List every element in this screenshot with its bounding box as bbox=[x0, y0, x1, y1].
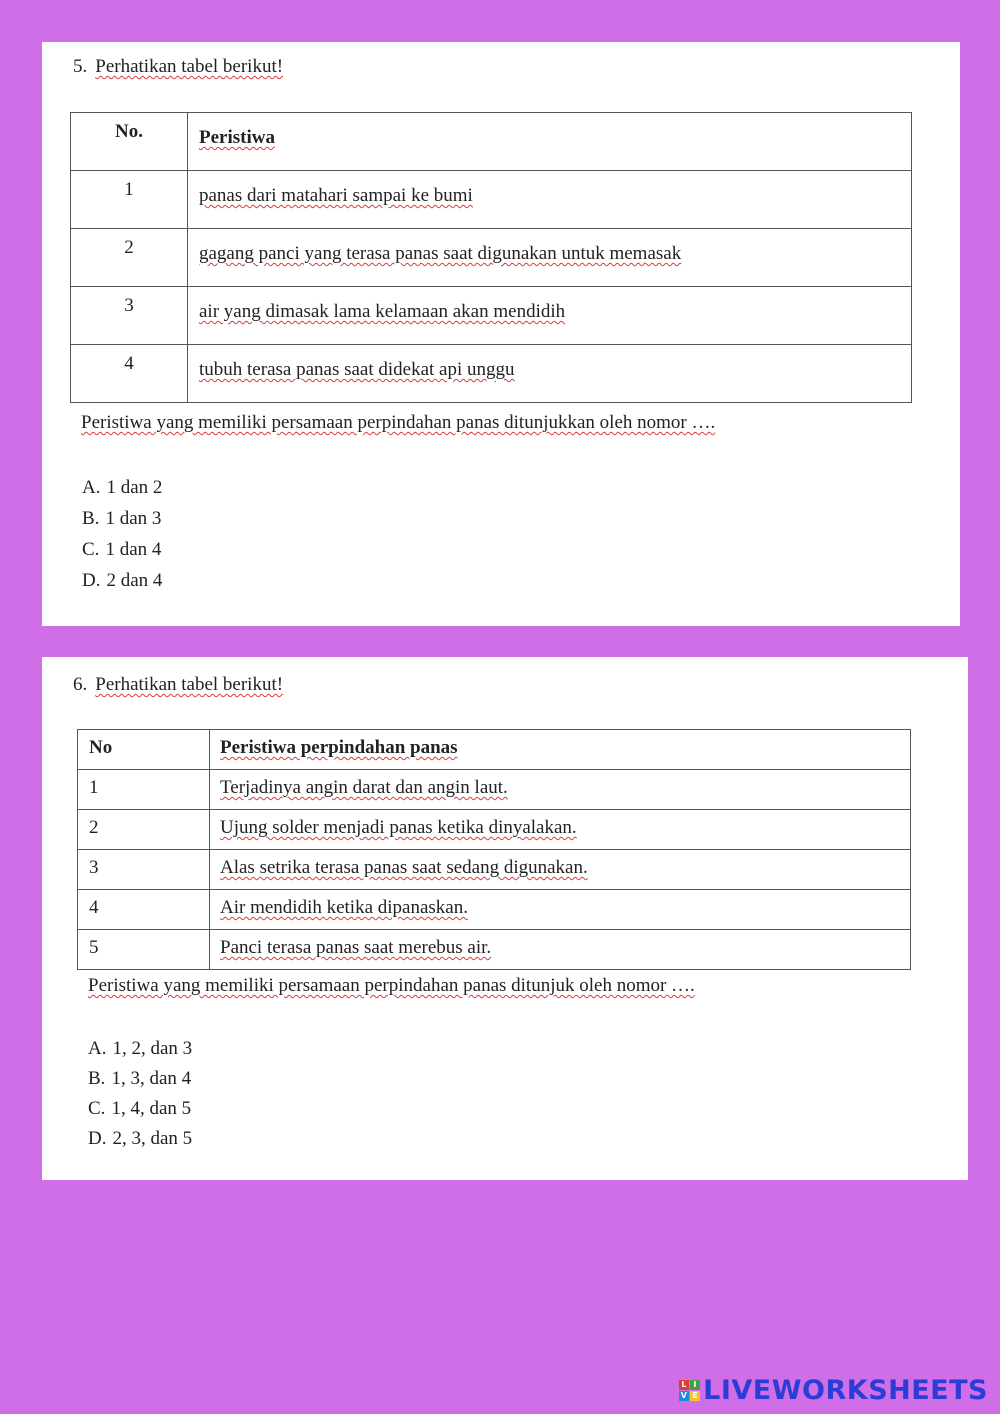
liveworksheets-logo[interactable] bbox=[679, 1375, 988, 1406]
option-c[interactable]: C. 1 dan 4 bbox=[82, 539, 162, 560]
table-row: 3 Alas setrika terasa panas saat sedang digunakan. bbox=[78, 850, 911, 890]
table-header-row bbox=[71, 113, 912, 171]
question-stem: Peristiwa yang memiliki persamaan perpindahan panas ditunjuk oleh nomor …. bbox=[88, 975, 695, 996]
header-no: No. bbox=[71, 113, 188, 171]
question-title-text: Perhatikan tabel berikut! bbox=[95, 674, 284, 695]
question-number: 6. bbox=[73, 674, 88, 695]
events-table bbox=[77, 729, 911, 970]
answer-options bbox=[88, 1038, 192, 1158]
table-header-row bbox=[78, 730, 911, 770]
table-row: 1 panas dari matahari sampai ke bumi bbox=[71, 171, 912, 229]
option-b[interactable]: B. 1, 3, dan 4 bbox=[88, 1068, 192, 1089]
question-title bbox=[73, 56, 283, 78]
question-title bbox=[73, 674, 283, 696]
table-row: 5 Panci terasa panas saat merebus air. bbox=[78, 930, 911, 970]
option-d[interactable]: D. 2, 3, dan 5 bbox=[88, 1128, 193, 1149]
header-no: No bbox=[78, 730, 210, 770]
answer-options bbox=[82, 477, 162, 601]
events-table bbox=[70, 112, 912, 403]
table-row: 4 Air mendidih ketika dipanaskan. bbox=[78, 890, 911, 930]
option-c[interactable]: C. 1, 4, dan 5 bbox=[88, 1098, 192, 1119]
question-number: 5. bbox=[73, 56, 88, 77]
header-event: Peristiwa perpindahan panas bbox=[210, 730, 911, 770]
table-row: 1 Terjadinya angin darat dan angin laut. bbox=[78, 770, 911, 810]
table-row: 2 gagang panci yang terasa panas saat digunakan untuk memasak bbox=[71, 229, 912, 287]
option-a[interactable]: A. 1 dan 2 bbox=[82, 477, 163, 498]
logo-mark-icon: L I V E bbox=[679, 1380, 700, 1401]
option-b[interactable]: B. 1 dan 3 bbox=[82, 508, 162, 529]
table-row: 2 Ujung solder menjadi panas ketika dinyalakan. bbox=[78, 810, 911, 850]
question-card-5 bbox=[42, 42, 960, 626]
question-title-text: Perhatikan tabel berikut! bbox=[95, 56, 284, 77]
logo-text: LIVEWORKSHEETS bbox=[703, 1375, 988, 1406]
table-row: 3 air yang dimasak lama kelamaan akan mendidih bbox=[71, 287, 912, 345]
question-stem: Peristiwa yang memiliki persamaan perpindahan panas ditunjukkan oleh nomor …. bbox=[81, 412, 716, 433]
option-a[interactable]: A. 1, 2, dan 3 bbox=[88, 1038, 193, 1059]
header-event: Peristiwa bbox=[188, 113, 912, 171]
option-d[interactable]: D. 2 dan 4 bbox=[82, 570, 163, 591]
table-row: 4 tubuh terasa panas saat didekat api unggu bbox=[71, 345, 912, 403]
question-card-6 bbox=[42, 657, 968, 1180]
